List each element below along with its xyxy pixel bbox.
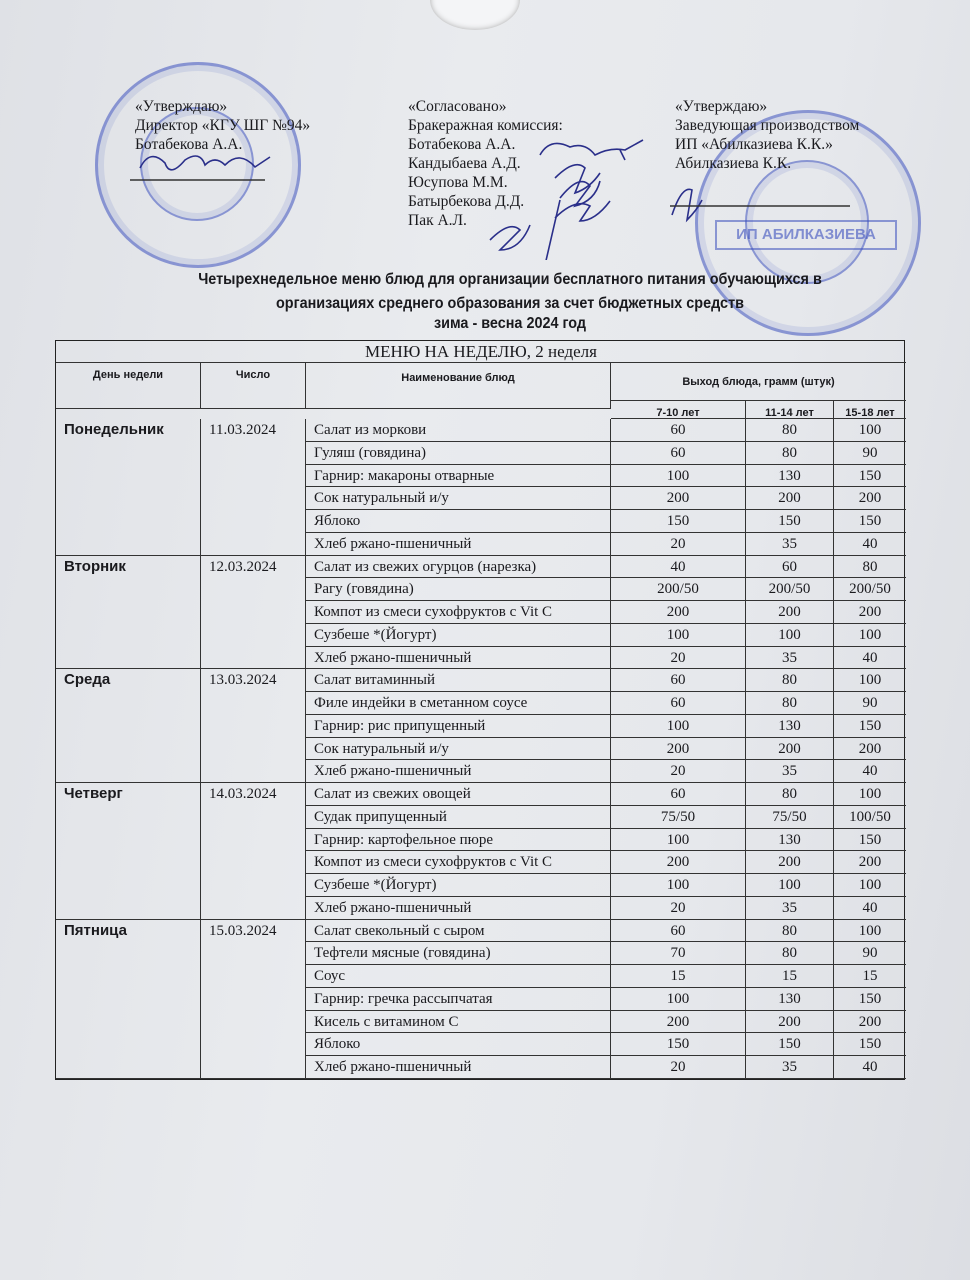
portion-7-10: 20	[611, 647, 746, 670]
dish-name: Салат из моркови	[306, 419, 611, 442]
portion-7-10: 60	[611, 783, 746, 806]
portion-15-18: 90	[834, 442, 906, 465]
portion-15-18: 100	[834, 669, 906, 692]
portion-7-10: 20	[611, 533, 746, 556]
dish-name: Хлеб ржано-пшеничный	[306, 760, 611, 783]
dish-name: Гуляш (говядина)	[306, 442, 611, 465]
portion-15-18: 200	[834, 601, 906, 624]
portion-7-10: 15	[611, 965, 746, 988]
portion-11-14: 130	[746, 715, 834, 738]
dish-name: Гарнир: макароны отварные	[306, 465, 611, 488]
portion-7-10: 200/50	[611, 578, 746, 601]
portion-7-10: 40	[611, 556, 746, 579]
header-output: Выход блюда, грамм (штук)	[611, 363, 906, 401]
commission-label: Бракеражная комиссия:	[408, 117, 563, 134]
header-age-0: 7-10 лет	[611, 401, 746, 419]
date-cell: 15.03.2024	[201, 920, 306, 1079]
portion-7-10: 100	[611, 829, 746, 852]
portion-7-10: 150	[611, 1033, 746, 1056]
approval-right-position: Заведующая производством	[675, 117, 860, 134]
portion-7-10: 200	[611, 738, 746, 761]
portion-15-18: 150	[834, 715, 906, 738]
dish-name: Сок натуральный и/у	[306, 487, 611, 510]
portion-11-14: 130	[746, 465, 834, 488]
dish-name: Гарнир: гречка рассыпчатая	[306, 988, 611, 1011]
portion-11-14: 80	[746, 920, 834, 943]
day-cell: Пятница	[56, 920, 201, 1079]
portion-15-18: 100	[834, 920, 906, 943]
portion-11-14: 200	[746, 851, 834, 874]
approval-middle-heading: «Согласовано»	[408, 98, 507, 115]
signatures	[0, 0, 970, 260]
portion-7-10: 60	[611, 692, 746, 715]
portion-15-18: 150	[834, 465, 906, 488]
day-cell: Понедельник	[56, 419, 201, 556]
portion-15-18: 150	[834, 1033, 906, 1056]
dish-name: Яблоко	[306, 510, 611, 533]
approval-left-heading: «Утверждаю»	[135, 98, 228, 115]
portion-11-14: 60	[746, 556, 834, 579]
portion-15-18: 200/50	[834, 578, 906, 601]
portion-15-18: 200	[834, 738, 906, 761]
portion-7-10: 75/50	[611, 806, 746, 829]
dish-name: Гарнир: рис припущенный	[306, 715, 611, 738]
portion-11-14: 35	[746, 760, 834, 783]
portion-15-18: 40	[834, 760, 906, 783]
portion-15-18: 100	[834, 624, 906, 647]
portion-11-14: 80	[746, 692, 834, 715]
portion-7-10: 100	[611, 988, 746, 1011]
portion-15-18: 200	[834, 1011, 906, 1034]
dish-name: Сузбеше *(Йогурт)	[306, 624, 611, 647]
dish-name: Салат витаминный	[306, 669, 611, 692]
dish-name: Компот из смеси сухофруктов с Vit C	[306, 601, 611, 624]
stamp-entrepreneur-banner: ИП АБИЛКАЗИЕВА	[715, 220, 897, 250]
portion-15-18: 100	[834, 419, 906, 442]
portion-7-10: 20	[611, 897, 746, 920]
portion-11-14: 35	[746, 647, 834, 670]
date-cell: 13.03.2024	[201, 669, 306, 783]
portion-11-14: 75/50	[746, 806, 834, 829]
portion-11-14: 200	[746, 1011, 834, 1034]
portion-15-18: 40	[834, 897, 906, 920]
portion-7-10: 60	[611, 419, 746, 442]
dish-name: Салат из свежих овощей	[306, 783, 611, 806]
commission-member: Юсупова М.М.	[408, 174, 508, 191]
portion-11-14: 80	[746, 442, 834, 465]
portion-7-10: 200	[611, 487, 746, 510]
portion-15-18: 90	[834, 942, 906, 965]
approval-right-name: Абилказиева К.К.	[675, 155, 792, 172]
day-cell: Вторник	[56, 556, 201, 670]
document-title-line3: зима - весна 2024 год	[433, 315, 587, 332]
portion-7-10: 70	[611, 942, 746, 965]
portion-11-14: 35	[746, 897, 834, 920]
portion-15-18: 150	[834, 510, 906, 533]
portion-15-18: 200	[834, 851, 906, 874]
dish-name: Хлеб ржано-пшеничный	[306, 897, 611, 920]
portion-7-10: 100	[611, 715, 746, 738]
dish-name: Филе индейки в сметанном соусе	[306, 692, 611, 715]
header-day: День недели	[56, 363, 201, 409]
dish-name: Сок натуральный и/у	[306, 738, 611, 761]
portion-11-14: 80	[746, 419, 834, 442]
portion-11-14: 150	[746, 1033, 834, 1056]
portion-7-10: 150	[611, 510, 746, 533]
portion-11-14: 35	[746, 1056, 834, 1079]
menu-table	[55, 340, 905, 1080]
portion-15-18: 40	[834, 647, 906, 670]
portion-15-18: 100	[834, 874, 906, 897]
approval-left-name: Ботабекова А.А.	[135, 136, 243, 153]
portion-15-18: 80	[834, 556, 906, 579]
portion-15-18: 150	[834, 829, 906, 852]
dish-name: Хлеб ржано-пшеничный	[306, 647, 611, 670]
dish-name: Соус	[306, 965, 611, 988]
document-title-line1: Четырехнедельное меню блюд для организации бесплатного питания обучающихся в	[198, 271, 822, 288]
dish-name: Судак припущенный	[306, 806, 611, 829]
portion-15-18: 15	[834, 965, 906, 988]
commission-member: Пак А.Л.	[408, 212, 467, 229]
portion-11-14: 150	[746, 510, 834, 533]
dish-name: Сузбеше *(Йогурт)	[306, 874, 611, 897]
day-cell: Четверг	[56, 783, 201, 920]
portion-7-10: 60	[611, 669, 746, 692]
portion-7-10: 100	[611, 874, 746, 897]
portion-7-10: 60	[611, 920, 746, 943]
portion-11-14: 80	[746, 669, 834, 692]
portion-11-14: 35	[746, 533, 834, 556]
header-date: Число	[201, 363, 306, 409]
date-cell: 12.03.2024	[201, 556, 306, 670]
portion-15-18: 200	[834, 487, 906, 510]
approval-left-position: Директор «КГУ ШГ №94»	[135, 117, 311, 134]
portion-15-18: 90	[834, 692, 906, 715]
portion-11-14: 200/50	[746, 578, 834, 601]
portion-7-10: 100	[611, 465, 746, 488]
portion-11-14: 100	[746, 624, 834, 647]
portion-11-14: 200	[746, 738, 834, 761]
dish-name: Кисель с витамином С	[306, 1011, 611, 1034]
header-dish: Наименование блюд	[306, 363, 611, 409]
portion-15-18: 150	[834, 988, 906, 1011]
day-cell: Среда	[56, 669, 201, 783]
dish-name: Гарнир: картофельное пюре	[306, 829, 611, 852]
portion-7-10: 20	[611, 1056, 746, 1079]
dish-name: Компот из смеси сухофруктов с Vit C	[306, 851, 611, 874]
portion-7-10: 20	[611, 760, 746, 783]
portion-11-14: 130	[746, 829, 834, 852]
portion-7-10: 200	[611, 1011, 746, 1034]
dish-name: Салат свекольный с сыром	[306, 920, 611, 943]
table-caption: МЕНЮ НА НЕДЕЛЮ, 2 неделя	[56, 341, 906, 363]
header-age-2: 15-18 лет	[834, 401, 906, 419]
date-cell: 14.03.2024	[201, 783, 306, 920]
portion-11-14: 80	[746, 783, 834, 806]
portion-11-14: 200	[746, 601, 834, 624]
commission-member: Кандыбаева А.Д.	[408, 155, 521, 172]
portion-11-14: 80	[746, 942, 834, 965]
portion-11-14: 200	[746, 487, 834, 510]
portion-15-18: 100	[834, 783, 906, 806]
portion-15-18: 40	[834, 1056, 906, 1079]
dish-name: Рагу (говядина)	[306, 578, 611, 601]
portion-15-18: 100/50	[834, 806, 906, 829]
header-age-1: 11-14 лет	[746, 401, 834, 419]
portion-7-10: 100	[611, 624, 746, 647]
portion-7-10: 200	[611, 601, 746, 624]
dish-name: Хлеб ржано-пшеничный	[306, 1056, 611, 1079]
dish-name: Салат из свежих огурцов (нарезка)	[306, 556, 611, 579]
portion-7-10: 60	[611, 442, 746, 465]
approval-right-company: ИП «Абилказиева К.К.»	[675, 136, 833, 153]
commission-member: Ботабекова А.А.	[408, 136, 516, 153]
dish-name: Яблоко	[306, 1033, 611, 1056]
dish-name: Тефтели мясные (говядина)	[306, 942, 611, 965]
approval-right-heading: «Утверждаю»	[675, 98, 768, 115]
portion-15-18: 40	[834, 533, 906, 556]
dish-name: Хлеб ржано-пшеничный	[306, 533, 611, 556]
portion-7-10: 200	[611, 851, 746, 874]
portion-11-14: 15	[746, 965, 834, 988]
portion-11-14: 100	[746, 874, 834, 897]
date-cell: 11.03.2024	[201, 419, 306, 556]
commission-member: Батырбекова Д.Д.	[408, 193, 525, 210]
portion-11-14: 130	[746, 988, 834, 1011]
document-title-line2: организациях среднего образования за счет бюджетных средств	[276, 295, 744, 312]
